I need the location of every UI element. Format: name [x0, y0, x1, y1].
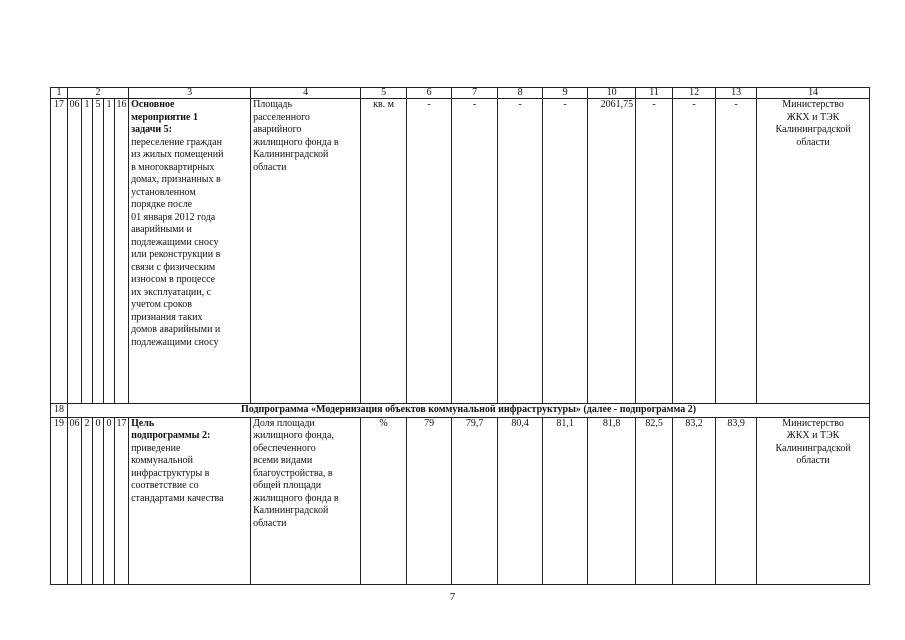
subprogram-title: Подпрограмма «Модернизация объектов коммунальной инфраструктуры» (далее - подпрограмма 2)	[68, 404, 870, 418]
code-cell: 5	[93, 99, 104, 404]
indicators-table	[50, 87, 870, 585]
page-number: 7	[449, 591, 456, 603]
code-cell: 06	[68, 99, 82, 404]
code-cell: 17	[115, 417, 129, 584]
unit-cell: кв. м	[361, 99, 407, 404]
col-header: 9	[543, 88, 588, 99]
value-cell: -	[498, 99, 543, 404]
value-cell: 83,2	[673, 417, 716, 584]
code-cell: 06	[68, 417, 82, 584]
indicator-name: Доля площади жилищного фонда, обеспеченного всеми видами благоустройства, в общей площади жилищного фонда в Калининградской области	[251, 417, 361, 584]
value-cell: 81,8	[588, 417, 636, 584]
code-cell: 0	[104, 417, 115, 584]
col-header: 5	[361, 88, 407, 99]
value-cell: 81,1	[543, 417, 588, 584]
code-cell: 2	[82, 417, 93, 584]
col-header: 10	[588, 88, 636, 99]
value-cell: -	[452, 99, 498, 404]
goal-name: Цель подпрограммы 2: приведение коммунальной инфраструктуры в соответствие со стандартами качества	[129, 417, 251, 584]
row-number: 17	[51, 99, 68, 404]
col-header: 7	[452, 88, 498, 99]
code-cell: 1	[82, 99, 93, 404]
col-header: 14	[757, 88, 870, 99]
value-cell: 2061,75	[588, 99, 636, 404]
value-cell: -	[673, 99, 716, 404]
code-cell: 0	[93, 417, 104, 584]
value-cell: 79,7	[452, 417, 498, 584]
measure-title: Основное мероприятие 1 задачи 5:	[131, 99, 198, 135]
column-number-row	[51, 88, 870, 99]
col-header: 13	[716, 88, 757, 99]
row-number: 19	[51, 417, 68, 584]
col-header: 1	[51, 88, 68, 99]
value-cell: -	[407, 99, 452, 404]
row-number: 18	[51, 404, 68, 418]
measure-name: Основное мероприятие 1 задачи 5: переселение граждан из жилых помещений в многоквартирных домах, признанных в установленном порядке после 01 января 2012 года аварийными и подлежащими сносу или реконструкции в связи с физическим износом в процессе их эксплуатации, с учетом сроков признания таких домов аварийными и подлежащими сносу	[129, 99, 251, 404]
col-header: 11	[636, 88, 673, 99]
table-row	[51, 417, 870, 584]
unit-cell: %	[361, 417, 407, 584]
col-header: 3	[129, 88, 251, 99]
col-header: 12	[673, 88, 716, 99]
responsible-cell: Министерство ЖКХ и ТЭК Калининградской области	[757, 99, 870, 404]
value-cell: -	[716, 99, 757, 404]
value-cell: -	[636, 99, 673, 404]
value-cell: 83,9	[716, 417, 757, 584]
code-cell: 1	[104, 99, 115, 404]
value-cell: 80,4	[498, 417, 543, 584]
responsible-cell: Министерство ЖКХ и ТЭК Калининградской области	[757, 417, 870, 584]
value-cell: 79	[407, 417, 452, 584]
col-header: 2	[68, 88, 129, 99]
indicator-name: Площадь расселенного аварийного жилищного фонда в Калининградской области	[251, 99, 361, 404]
goal-title: Цель подпрограммы 2:	[131, 417, 211, 441]
value-cell: -	[543, 99, 588, 404]
code-cell: 16	[115, 99, 129, 404]
col-header: 4	[251, 88, 361, 99]
value-cell: 82,5	[636, 417, 673, 584]
table-row	[51, 99, 870, 404]
subprogram-row	[51, 404, 870, 418]
col-header: 6	[407, 88, 452, 99]
col-header: 8	[498, 88, 543, 99]
